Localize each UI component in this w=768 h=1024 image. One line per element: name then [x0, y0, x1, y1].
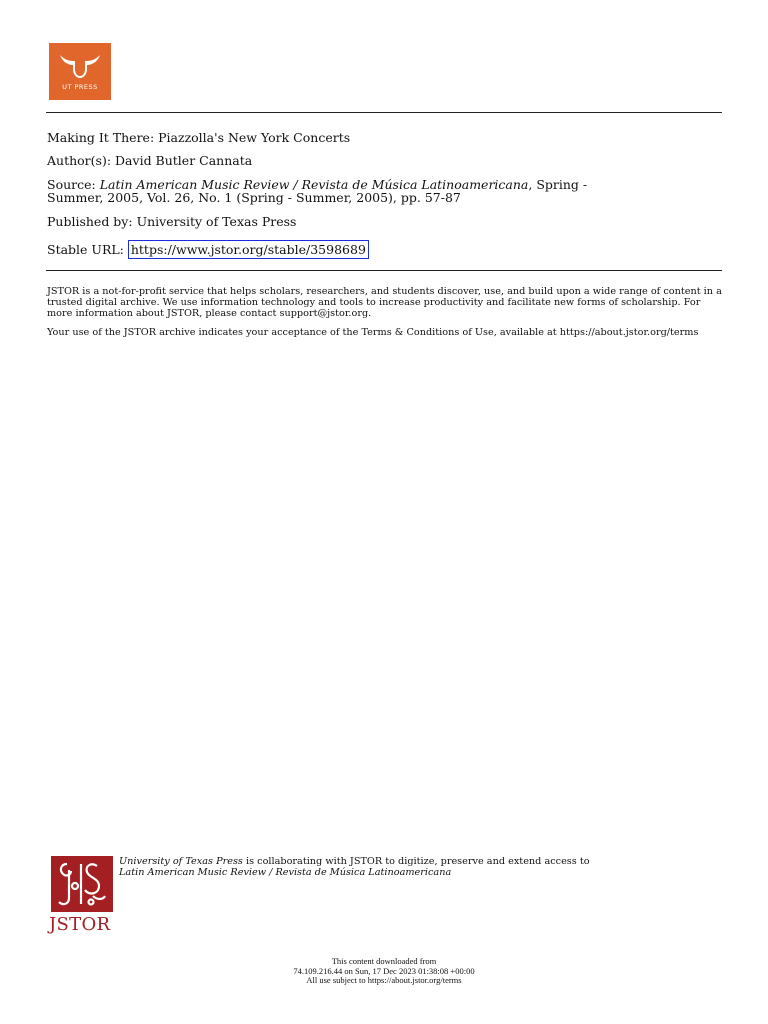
longhorn-icon	[58, 49, 102, 79]
terms-notice-paragraph: Your use of the JSTOR archive indicates your acceptance of the Terms & Conditions of Use, available at https://about.jstor.org/terms	[47, 327, 699, 338]
collaboration-statement	[119, 856, 590, 878]
published-by-label: Published by:	[47, 214, 133, 229]
jstor-wordmark: JSTOR	[49, 914, 111, 935]
source-label: Source:	[47, 177, 96, 192]
article-title: Making It There: Piazzolla's New York Concerts	[47, 130, 351, 145]
publisher-line	[47, 215, 296, 229]
stable-url-line	[47, 243, 369, 257]
author-name: David Butler Cannata	[115, 153, 253, 168]
source-season: , Spring -	[528, 177, 588, 192]
ut-press-logo	[49, 43, 111, 100]
author-line	[47, 154, 252, 168]
footer-line-2: 74.109.216.44 on Sun, 17 Dec 2023 01:38:08 +00:00	[293, 965, 475, 976]
collab-text: is collaborating with JSTOR to digitize, preserve and extend access to	[242, 856, 590, 867]
top-divider	[46, 112, 722, 113]
author-label: Author(s):	[47, 153, 112, 168]
source-details: Summer, 2005, Vol. 26, No. 1 (Spring - Summer, 2005), pp. 57-87	[47, 190, 461, 205]
stable-url-link[interactable]: https://www.jstor.org/stable/3598689	[128, 240, 369, 259]
collaboration-line-2	[119, 867, 590, 878]
collaboration-line-1	[119, 856, 590, 867]
source-journal: Latin American Music Review / Revista de Música Latinoamericana	[99, 177, 529, 192]
download-footer	[0, 957, 768, 986]
middle-divider	[46, 270, 722, 271]
ut-press-logo-text: UT PRESS	[62, 83, 98, 91]
jstor-emblem-icon	[51, 856, 113, 912]
footer-line-3: All use subject to https://about.jstor.org/terms	[306, 975, 462, 985]
jstor-notice-paragraph: JSTOR is a not-for-profit service that helps scholars, researchers, and students discover, use, and build upon a wide range of content in a trusted digital archive. We use information technology and tools to increase productivity and facilitate new forms of scholarship. For more information about JSTOR, please contact support@jstor.org.	[47, 286, 722, 319]
collab-journal: Latin American Music Review / Revista de Música Latinoamericana	[119, 867, 452, 878]
stable-url-label: Stable URL:	[47, 242, 124, 257]
publisher-name: University of Texas Press	[136, 214, 297, 229]
jstor-logo	[51, 856, 113, 912]
collab-publisher: University of Texas Press	[119, 856, 243, 867]
footer-line-1: This content downloaded from	[331, 956, 437, 966]
